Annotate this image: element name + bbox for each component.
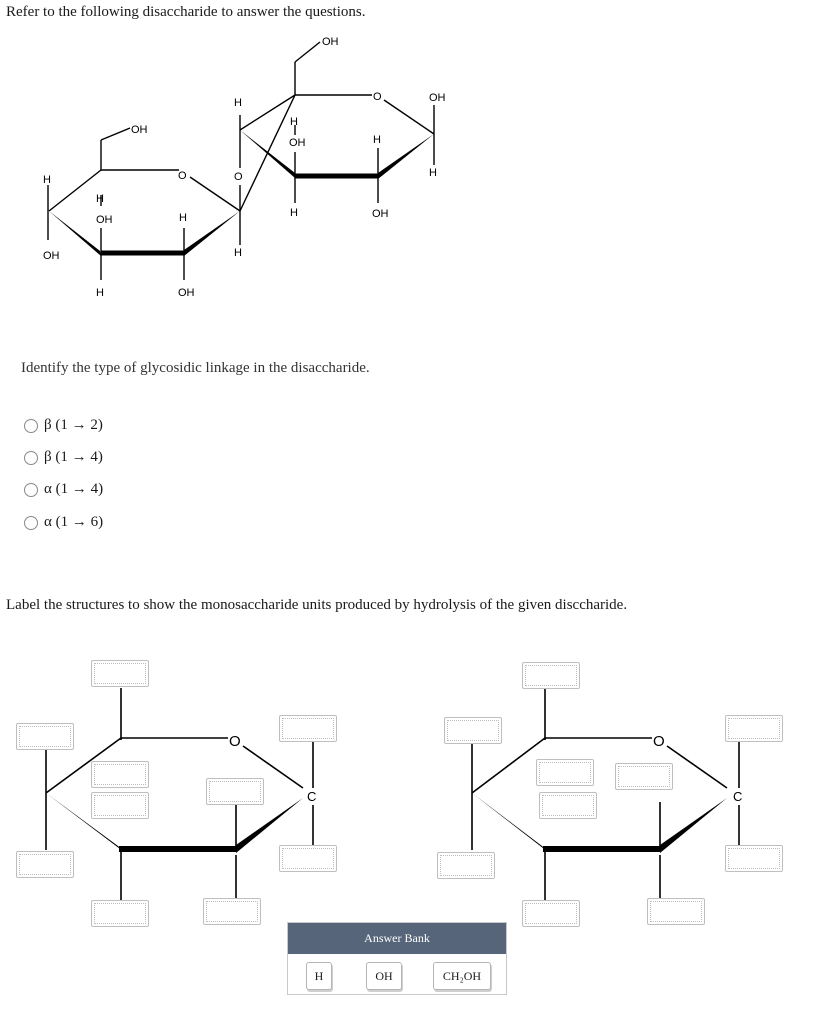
drop-target-left-c5-inner-bottom[interactable] xyxy=(91,792,149,819)
drop-target-left-c3-bottom[interactable] xyxy=(91,900,149,927)
option-alpha-1-4[interactable] xyxy=(24,481,103,498)
option-label: β (1 → 2) xyxy=(44,417,103,433)
option-beta-1-4[interactable] xyxy=(24,449,103,466)
drop-target-right-c4-top[interactable] xyxy=(444,717,502,744)
answer-chip-h[interactable]: H xyxy=(306,962,332,990)
right-h-c5-label: H xyxy=(290,116,298,128)
left-template-o: O xyxy=(229,733,241,750)
radio-button[interactable] xyxy=(24,483,38,497)
answer-bank-title: Answer Bank xyxy=(288,923,506,954)
drop-target-right-c2-bottom[interactable] xyxy=(647,898,705,925)
right-h-c1-label: H xyxy=(429,167,437,179)
left-template-c: C xyxy=(307,789,317,804)
left-oh-c2-label: OH xyxy=(178,287,195,299)
answer-chip-ch2oh[interactable]: CH₂OH xyxy=(433,962,491,990)
drop-target-left-c1-top[interactable] xyxy=(16,723,74,750)
option-alpha-1-6[interactable] xyxy=(24,514,103,531)
drop-target-left-c1-right[interactable] xyxy=(279,715,337,742)
drop-target-right-c5-inner-bottom[interactable] xyxy=(539,792,597,819)
left-oh-c4-label: OH xyxy=(96,214,113,226)
drop-target-left-ch2oh[interactable] xyxy=(91,660,149,687)
drop-target-right-ch2oh[interactable] xyxy=(522,662,580,689)
radio-button[interactable] xyxy=(24,419,38,433)
drop-target-right-c5-inner-top[interactable] xyxy=(536,759,594,786)
left-h-c4-bottom-label: H xyxy=(96,287,104,299)
left-h-c2-label: H xyxy=(179,212,187,224)
option-label: β (1 → 4) xyxy=(44,449,103,465)
drop-target-left-c1-bottom[interactable] xyxy=(279,845,337,872)
right-h-c2-label: H xyxy=(373,134,381,146)
drop-target-right-c3-bottom[interactable] xyxy=(522,900,580,927)
radio-button[interactable] xyxy=(24,451,38,465)
drop-target-right-c1-top[interactable] xyxy=(725,715,783,742)
option-beta-1-2[interactable] xyxy=(24,417,103,434)
disaccharide-diagram xyxy=(0,30,480,310)
bridge-o-label: O xyxy=(234,171,243,183)
radio-button[interactable] xyxy=(24,516,38,530)
question-intro: Refer to the following disaccharide to answer the questions. xyxy=(6,4,366,20)
right-template-ring xyxy=(420,650,826,930)
drop-target-left-c2-top[interactable] xyxy=(206,778,264,805)
right-oh-c2-label: OH xyxy=(372,208,389,220)
question-hydrolysis: Label the structures to show the monosaccharide units produced by hydrolysis of the given disccharide. xyxy=(6,597,628,613)
drop-target-left-c2-bottom[interactable] xyxy=(203,898,261,925)
question-linkage: Identify the type of glycosidic linkage in the disaccharide. xyxy=(21,360,370,376)
bridge-h-bottom-label: H xyxy=(234,247,242,259)
left-h-c1-label: H xyxy=(43,174,51,186)
right-h-c4-bottom-label: H xyxy=(290,207,298,219)
option-label: α (1 → 4) xyxy=(44,481,104,497)
drop-target-left-c5-inner-top[interactable] xyxy=(91,761,149,788)
drop-target-left-c4-bottom[interactable] xyxy=(16,851,74,878)
right-oh-c4-label: OH xyxy=(289,137,306,149)
right-oh-c1-label: OH xyxy=(429,92,446,104)
right-ring-wedge xyxy=(240,130,295,178)
drop-target-right-c2-top[interactable] xyxy=(615,763,673,790)
right-template-c: C xyxy=(733,789,743,804)
answer-chip-oh[interactable]: OH xyxy=(366,962,402,990)
right-ch2oh-label: OH xyxy=(322,36,339,48)
answer-bank xyxy=(287,922,507,995)
option-label: α (1 → 6) xyxy=(44,514,104,530)
drop-target-right-c4-bottom[interactable] xyxy=(437,852,495,879)
bridge-h-top-label: H xyxy=(234,97,242,109)
drop-target-right-c1-bottom[interactable] xyxy=(725,845,783,872)
right-template-o: O xyxy=(653,733,665,750)
left-ring-o-label: O xyxy=(178,170,187,182)
right-ring-o-label: O xyxy=(373,91,382,103)
left-h-c5-label: H xyxy=(96,193,104,205)
left-ch2oh-label: OH xyxy=(131,124,148,136)
left-oh-c1-label: OH xyxy=(43,250,60,262)
